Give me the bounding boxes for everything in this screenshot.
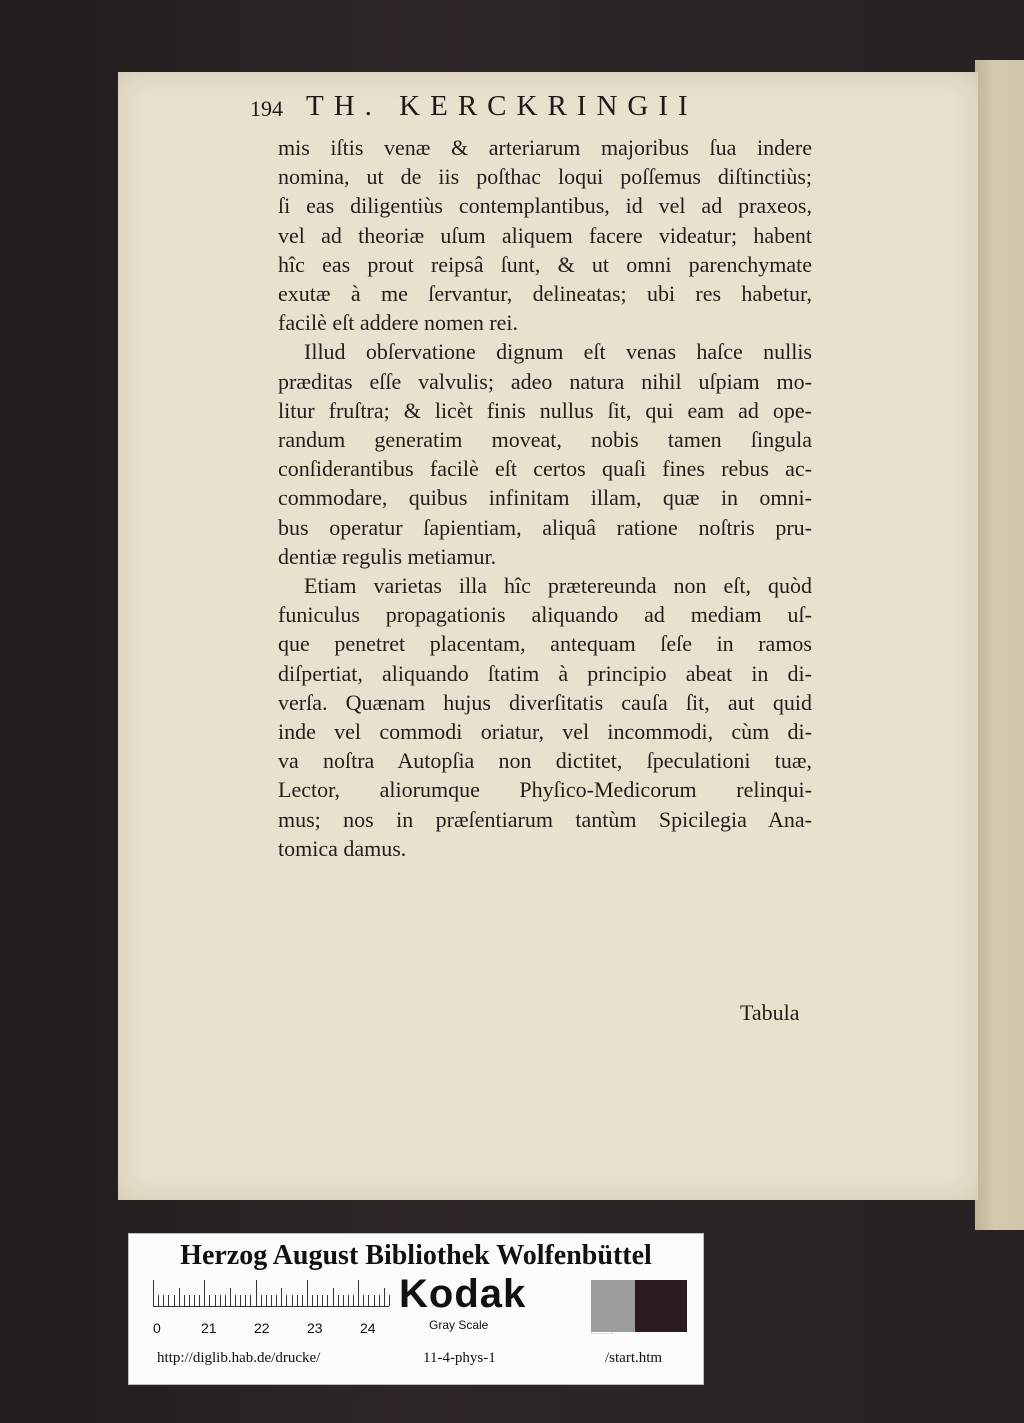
text-line: Etiam varietas illa hîc prætereunda non eſt, quòd (304, 573, 812, 599)
page-number: 194 (250, 96, 283, 121)
text-line: diſpertiat, aliquando ſtatim à principio abeat in di- (278, 660, 812, 686)
text-line: præditas eſſe valvulis; adeo natura nihil uſpiam mo- (278, 368, 812, 394)
ruler-label: 24 (360, 1320, 376, 1336)
ruler-tick (240, 1295, 241, 1306)
text-line: facilè eſt addere nomen rei. (278, 310, 519, 336)
ruler-tick (368, 1295, 369, 1306)
text-line: dentiæ regulis metiamur. (278, 543, 497, 569)
ruler-tick (302, 1295, 303, 1306)
ruler-tick (158, 1295, 159, 1306)
ruler-tick (317, 1295, 318, 1306)
ruler-tick (245, 1295, 246, 1306)
ruler-label: 0 (153, 1320, 161, 1336)
ruler-tick (235, 1295, 236, 1306)
ruler-tick (271, 1295, 272, 1306)
ruler-tick (174, 1295, 175, 1306)
text-line: hîc eas prout reipsâ ſunt, & ut omni parenchymate (278, 251, 812, 277)
text-line: nomina, ut de iis poſthac loqui poſſemus diſtinctiùs; (278, 164, 812, 190)
text-line: inde vel commodi oriatur, vel incommodi, cùm di- (278, 719, 812, 745)
ruler-tick (204, 1280, 205, 1306)
text-line: que penetret placentam, antequam ſeſe in ramos (278, 631, 812, 657)
text-line: vel ad theoriæ uſum aliquem facere videatur; habent (278, 222, 812, 248)
ruler-tick (250, 1295, 251, 1306)
ruler-tick (163, 1295, 164, 1306)
ruler-tick (338, 1295, 339, 1306)
ruler-tick (220, 1295, 221, 1306)
ruler-tick (276, 1295, 277, 1306)
text-line: tomica damus. (278, 835, 407, 861)
ruler-tick (292, 1295, 293, 1306)
ruler-tick (189, 1295, 190, 1306)
ruler-label: 21 (201, 1320, 217, 1336)
text-line: va noſtra Autopſia non dictitet, ſpeculationi tuæ, (278, 748, 812, 774)
ruler-tick (281, 1288, 282, 1306)
text-line: randum generatim moveat, nobis tamen ſingula (278, 427, 812, 453)
ruler-tick (307, 1280, 308, 1306)
ruler-ticks (153, 1280, 389, 1307)
ruler-tick (209, 1295, 210, 1306)
library-name: Herzog August Bibliothek Wolfenbüttel (180, 1240, 652, 1271)
text-line: conſiderantibus facilè eſt certos quaſi fines rebus ac- (278, 456, 812, 482)
text-line: verſa. Quænam hujus diverſitatis cauſa ſit, aut quid (278, 689, 812, 715)
ruler-tick (230, 1288, 231, 1306)
text-line: mus; nos in præſentiarum tantùm Spicilegia Ana- (278, 806, 812, 832)
ruler-tick (194, 1295, 195, 1306)
text-line: mis iſtis venæ & arteriarum majoribus ſua indere (278, 135, 812, 160)
color-calibration-bar (128, 1233, 704, 1385)
ruler-tick (358, 1280, 359, 1306)
text-line: Lector, aliorumque Phyſico-Medicorum relinqui- (278, 777, 812, 803)
ruler-tick (199, 1295, 200, 1306)
ruler-tick (297, 1295, 298, 1306)
text-line: Illud obſervatione dignum eſt venas haſce nullis (304, 339, 812, 365)
url-left: http://diglib.hab.de/drucke/ (157, 1350, 321, 1366)
ruler-tick (225, 1295, 226, 1306)
ruler-tick (312, 1295, 313, 1306)
swatch-gray (591, 1280, 635, 1332)
ruler-tick (184, 1295, 185, 1306)
text-line: exutæ à me ſervantur, delineatas; ubi res habetur, (278, 281, 812, 307)
ruler-tick (286, 1295, 287, 1306)
ruler-tick (261, 1295, 262, 1306)
ruler-tick (168, 1295, 169, 1306)
running-head-title: TH. KERCKRINGII (306, 90, 698, 122)
catchword: Tabula (740, 1000, 800, 1025)
ruler-tick (348, 1295, 349, 1306)
text-line: litur fruſtra; & licèt finis nullus ſit, qui eam ad ope- (278, 397, 812, 423)
ruler-label: 22 (254, 1320, 270, 1336)
facing-page-edge (975, 60, 1024, 1230)
ruler-tick (374, 1295, 375, 1306)
text-line: ſi eas diligentiùs contemplantibus, id vel ad praxeos, (278, 193, 812, 219)
ruler-tick (343, 1295, 344, 1306)
swatch-black (635, 1280, 687, 1332)
ruler-tick (179, 1288, 180, 1306)
ruler-tick (353, 1295, 354, 1306)
text-line: bus operatur ſapientiam, aliquâ ratione noſtris pru- (278, 514, 812, 540)
kodak-logo: Kodak (399, 1272, 527, 1316)
ruler-tick (379, 1295, 380, 1306)
url-right: /start.htm (605, 1350, 663, 1366)
ruler (153, 1280, 389, 1336)
gray-scale-label: Gray Scale (429, 1318, 489, 1332)
url-middle: 11-4-phys-1 (423, 1350, 496, 1366)
ruler-tick (256, 1280, 257, 1306)
ruler-tick (389, 1295, 390, 1306)
text-line: funiculus propagationis aliquando ad mediam uſ- (278, 602, 812, 628)
ruler-tick (215, 1295, 216, 1306)
ruler-tick (327, 1295, 328, 1306)
ruler-tick (363, 1295, 364, 1306)
text-line: commodare, quibus infinitam illam, quæ in omni- (278, 485, 812, 511)
ruler-tick (153, 1280, 154, 1306)
ruler-tick (322, 1295, 323, 1306)
ruler-tick (266, 1295, 267, 1306)
body-text (278, 133, 812, 863)
ruler-label: 23 (307, 1320, 323, 1336)
ruler-tick (384, 1288, 385, 1306)
ruler-tick (333, 1288, 334, 1306)
